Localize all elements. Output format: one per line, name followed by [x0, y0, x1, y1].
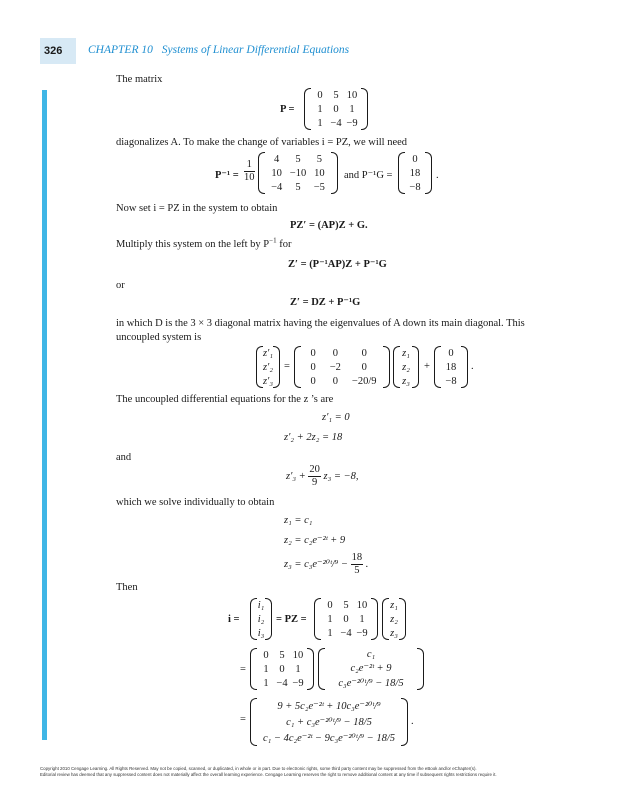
cell-r2-c0: 1 [263, 677, 269, 689]
eq-pz-system: PZ′ = (AP)Z + G. [290, 220, 368, 231]
cell-r1-c1: −2 [329, 361, 341, 373]
right-paren [273, 346, 280, 388]
cell-r1-c2: 1 [349, 103, 355, 115]
cell-r0-c0: z₁ [402, 347, 410, 359]
cell-r2-c1: 0 [332, 375, 338, 387]
right-paren [371, 598, 378, 640]
cell-r1-c1: 0 [279, 663, 285, 675]
cell-r2-c0: z′₃ [262, 375, 274, 387]
cell-r1-c2: 0 [361, 361, 367, 373]
cell-r0-c0: 4 [274, 153, 280, 165]
cell-r2-c1: −4 [340, 627, 352, 639]
de3-den: 9 [312, 477, 318, 488]
vector-c-grid [326, 648, 416, 690]
eq-sign: = [284, 361, 290, 372]
eq-sign: = [240, 664, 246, 675]
cell-r0-c1: 5 [295, 153, 301, 165]
text-or: or [116, 280, 125, 291]
left-paren [314, 598, 321, 640]
right-paren [461, 346, 468, 388]
right-paren [331, 152, 338, 194]
cell-r2-c2: −5 [313, 181, 325, 193]
right-paren [412, 346, 419, 388]
cell-r2-c0: 1 [317, 117, 323, 129]
left-paren [318, 648, 325, 690]
period: . [365, 558, 369, 570]
cell-r0-c0: 0 [327, 599, 333, 611]
cell-r2-c0: c₁ − 4c₂e⁻²ᵗ − 9c₃e⁻²⁰ᵗ/⁹ − 18/5 [262, 733, 396, 744]
text-in-which-2: uncoupled system is [116, 332, 202, 343]
cell-r0-c0: 0 [412, 153, 418, 165]
cell-r0-c0: c₁ [366, 649, 376, 661]
matrix-p-3-grid [258, 648, 306, 690]
copyright-footer [40, 766, 600, 778]
sol3-part-a: z₃ = c₃e⁻²⁰ᵗ/⁹ − [284, 558, 348, 570]
side-accent-bar [42, 90, 47, 740]
plus-sign: + [424, 361, 430, 372]
footer-line-1: Copyright 2010 Cengage Learning. All Rights Reserved. May not be copied, scanned, or duplicated, in whole or in part. Due to electronic rights, some third party content may be suppressed from the eBook and/or eChapter(s). [40, 766, 477, 771]
text-the-matrix: The matrix [116, 74, 163, 85]
pinv-label-text: P⁻¹ = [215, 170, 239, 181]
cell-r0-c0: 9 + 5c₂e⁻²ᵗ + 10c₃e⁻²⁰ᵗ/⁹ [277, 701, 381, 712]
cell-r1-c2: 1 [295, 663, 301, 675]
de3-part-a: z′₃ + [286, 470, 306, 482]
eq-sol1: z₁ = c₁ [284, 515, 313, 526]
left-paren [294, 346, 301, 388]
right-paren [399, 598, 406, 640]
vector-z [393, 346, 419, 388]
cell-r2-c1: −4 [276, 677, 288, 689]
frac-one: 1 [244, 159, 255, 172]
cell-r1-c0: 0 [310, 361, 316, 373]
frac-ten: 10 [244, 172, 255, 183]
cell-r0-c2: 5 [316, 153, 322, 165]
right-paren [361, 88, 368, 130]
right-paren [417, 648, 424, 690]
matrix-p-3 [250, 648, 314, 690]
cell-r2-c0: z₃ [402, 375, 410, 387]
cell-r0-c2: 10 [356, 599, 368, 611]
and-pinv-g-label: and P⁻¹G = [344, 170, 393, 181]
cell-r0-c0: z′₁ [262, 347, 274, 359]
cell-r0-c2: 10 [346, 89, 358, 101]
eq-de2: z′₂ + 2z₂ = 18 [284, 432, 343, 443]
left-paren [304, 88, 311, 130]
cell-r0-c1: 0 [332, 347, 338, 359]
text-now-set: Now set i = PZ in the system to obtain [116, 203, 278, 214]
uncoupled-de-end: ’s are [308, 394, 334, 405]
uncoupled-de-text: The uncoupled differential equations for the z [116, 394, 309, 405]
vector-zprime [256, 346, 280, 388]
eq-de1: z′₁ = 0 [322, 412, 350, 423]
cell-r1-c0: i₂ [257, 613, 265, 625]
text-and: and [116, 452, 132, 463]
vector-z-2 [382, 598, 406, 640]
cell-r1-c1: 0 [333, 103, 339, 115]
matrix-p-grid [312, 88, 360, 130]
right-paren [265, 598, 272, 640]
vector-z-grid [399, 346, 413, 388]
cell-r2-c2: −20/9 [351, 375, 377, 387]
right-paren [425, 152, 432, 194]
vector-pinv-g [398, 152, 432, 194]
cell-r2-c0: i₃ [257, 627, 265, 639]
vector-pinv-g-2-grid [442, 346, 460, 388]
cell-r1-c0: 1 [327, 613, 333, 625]
left-paren [434, 346, 441, 388]
cell-r1-c2: 1 [359, 613, 365, 625]
cell-r2-c0: c₃e⁻²⁰ᵗ/⁹ − 18/5 [338, 677, 404, 689]
cell-r1-c0: 10 [271, 167, 282, 179]
cell-r0-c1: 5 [343, 599, 349, 611]
eq-de3 [286, 464, 359, 489]
de3-part-b: z₃ = −8, [323, 470, 359, 482]
cell-r0-c0: 0 [317, 89, 323, 101]
left-paren [250, 648, 257, 690]
cell-r2-c0: −4 [271, 181, 283, 193]
cell-r0-c0: z₁ [390, 599, 398, 611]
cell-r2-c0: 0 [310, 375, 316, 387]
matrix-p-2 [314, 598, 378, 640]
cell-r1-c2: 10 [314, 167, 325, 179]
cell-r1-c0: 1 [317, 103, 323, 115]
text-in-which-1: in which D is the 3 × 3 diagonal matrix having the eigenvalues of A down its main diagonal. This [116, 318, 525, 329]
eq-z-system: Z′ = (P⁻¹AP)Z + P⁻¹G [288, 259, 387, 270]
sol3-den: 5 [354, 565, 360, 576]
cell-r2-c2: −9 [346, 117, 358, 129]
eq-sol2: z₂ = c₂e⁻²ᵗ + 9 [284, 535, 346, 546]
cell-r0-c1: 5 [279, 649, 285, 661]
cell-r1-c0: z₂ [402, 361, 410, 373]
vector-c [318, 648, 424, 690]
cell-r2-c2: −9 [292, 677, 304, 689]
pinv-fraction [244, 159, 255, 184]
page-number: 326 [44, 45, 63, 57]
pz-label: = PZ = [276, 614, 307, 625]
cell-r1-c0: 18 [409, 167, 421, 179]
cell-r0-c0: 0 [263, 649, 269, 661]
cell-r1-c1: −10 [289, 167, 307, 179]
matrix-pinv-grid [266, 152, 330, 194]
cell-r2-c0: −8 [445, 375, 457, 387]
cell-r1-c0: 1 [263, 663, 269, 675]
text-uncoupled-de [116, 394, 333, 406]
cell-r2-c0: z₃ [390, 627, 398, 639]
p-label: P = [280, 104, 295, 115]
cell-r0-c1: 5 [333, 89, 339, 101]
multiply-sup: −1 [269, 236, 277, 245]
eq-sign: = [240, 714, 246, 725]
matrix-d-grid [302, 346, 382, 388]
cell-r2-c2: −9 [356, 627, 368, 639]
footer-line-2: Editorial review has deemed that any suppressed content does not materially affect the overall learning experience. Cengage Learning reserves the right to remove additional content at any time if subsequent rights restrictions require it. [40, 772, 497, 777]
vector-i [250, 598, 272, 640]
left-paren [398, 152, 405, 194]
matrix-p [304, 88, 368, 130]
vector-final-grid [258, 698, 400, 746]
text-then: Then [116, 582, 138, 593]
vector-final [250, 698, 408, 746]
vector-pinv-g-grid [406, 152, 424, 194]
multiply-text: Multiply this system on the left by P [116, 239, 270, 250]
cell-r1-c0: 18 [445, 361, 457, 373]
de3-num: 20 [309, 464, 320, 475]
chapter-heading [88, 44, 349, 56]
cell-r1-c0: c₁ + c₃e⁻²⁰ᵗ/⁹ − 18/5 [286, 717, 372, 728]
cell-r1-c0: z′₂ [262, 361, 274, 373]
right-paren [307, 648, 314, 690]
cell-r2-c1: 5 [295, 181, 301, 193]
cell-r2-c0: −8 [409, 181, 421, 193]
vector-pinv-g-2 [434, 346, 468, 388]
matrix-p-2-grid [322, 598, 370, 640]
cell-r0-c0: 0 [448, 347, 454, 359]
right-paren [383, 346, 390, 388]
pinv-label [215, 170, 239, 182]
text-which-we-solve: which we solve individually to obtain [116, 497, 275, 508]
cell-r1-c1: 0 [343, 613, 349, 625]
text-diagonalizes: diagonalizes A. To make the change of variables i = PZ, we will need [116, 137, 408, 148]
cell-r0-c2: 0 [361, 347, 367, 359]
matrix-pinv [258, 152, 338, 194]
cell-r0-c0: 0 [310, 347, 316, 359]
right-paren [401, 698, 408, 746]
cell-r1-c0: z₂ [390, 613, 398, 625]
eq-sol3 [284, 552, 368, 577]
chapter-title: Systems of Linear Differential Equations [161, 44, 350, 56]
text-multiply [116, 236, 292, 251]
chapter-label: CHAPTER 10 [88, 44, 153, 56]
cell-r1-c0: c₂e⁻²ᵗ + 9 [350, 663, 392, 675]
period: . [411, 716, 414, 727]
cell-r0-c2: 10 [292, 649, 304, 661]
eq-z-diag: Z′ = DZ + P⁻¹G [290, 297, 361, 308]
multiply-end: for [276, 239, 292, 250]
i-label: i = [228, 614, 240, 625]
left-paren [250, 698, 257, 746]
period: . [471, 361, 474, 372]
matrix-d [294, 346, 390, 388]
cell-r2-c0: 1 [327, 627, 333, 639]
period: . [436, 170, 439, 181]
cell-r2-c1: −4 [330, 117, 342, 129]
cell-r0-c0: i₁ [257, 599, 265, 611]
left-paren [258, 152, 265, 194]
sol3-num: 18 [351, 552, 363, 563]
